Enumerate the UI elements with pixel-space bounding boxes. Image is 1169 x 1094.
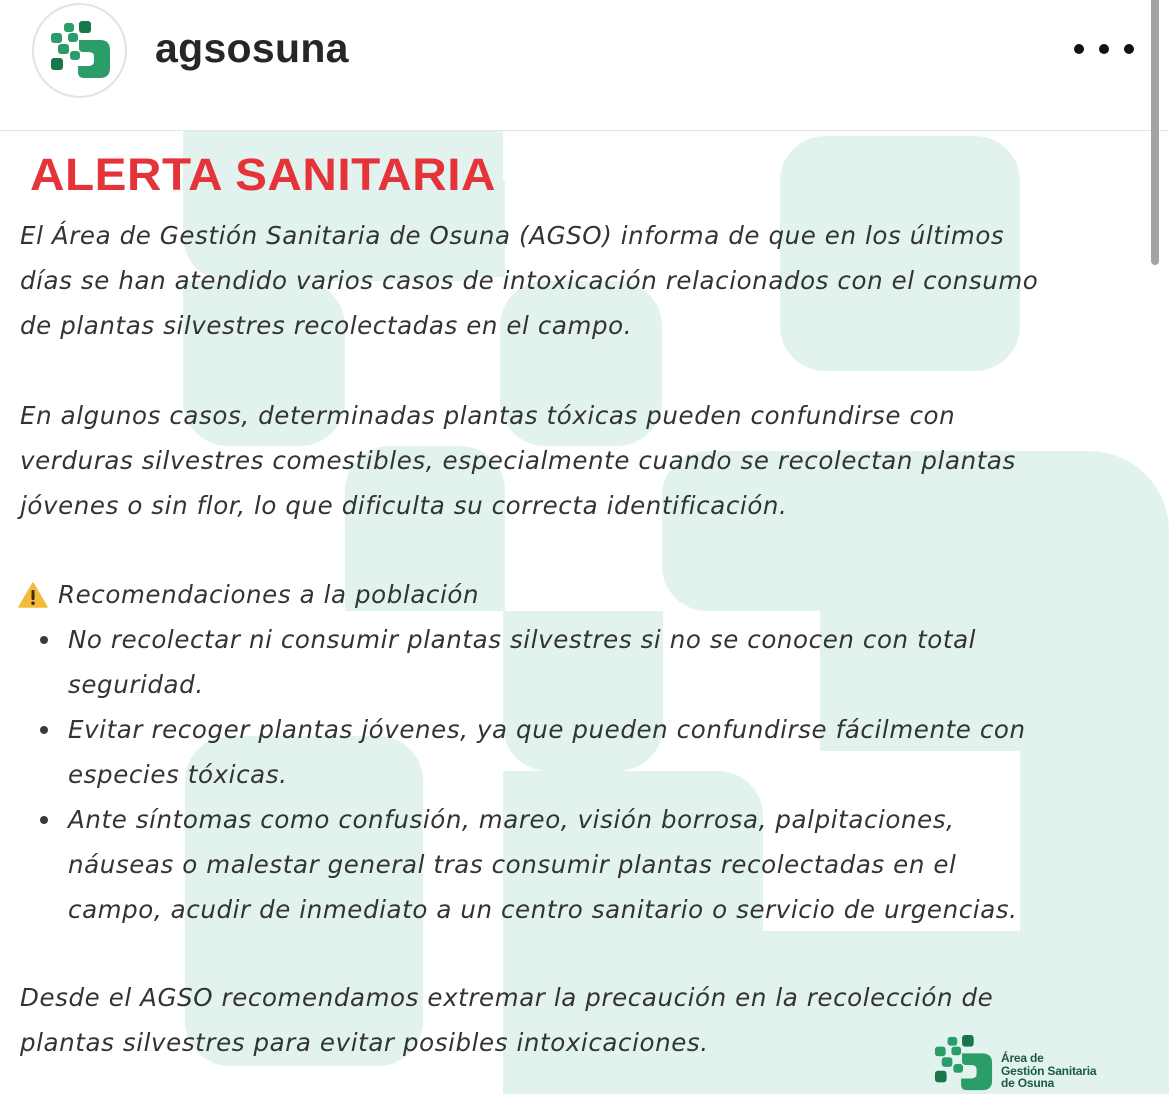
more-options-icon — [1099, 44, 1109, 54]
text-line: Evitar recoger plantas jóvenes, ya que pueden confundirse fácilmente con — [68, 715, 1026, 744]
closing-paragraph — [20, 975, 993, 1065]
text-line: No recolectar ni consumir plantas silvestres si no se conocen con total — [68, 625, 977, 654]
recommendations-heading — [18, 572, 479, 617]
footer-logo-line: Área de — [1001, 1051, 1044, 1065]
text-line: plantas silvestres para evitar posibles intoxicaciones. — [20, 1028, 709, 1057]
post-image — [0, 131, 1169, 1094]
warning-icon — [18, 582, 48, 608]
alert-title: ALERTA SANITARIA — [30, 149, 497, 200]
footer-logo-line: de Osuna — [1001, 1076, 1055, 1090]
intro-paragraph — [20, 213, 1038, 348]
post-header — [0, 0, 1169, 131]
text-line: verduras silvestres comestibles, especialmente cuando se recolectan plantas — [20, 446, 1016, 475]
bullet-icon — [40, 636, 48, 644]
avatar[interactable] — [32, 3, 127, 98]
recommendations-heading-text: Recomendaciones a la población — [58, 580, 480, 609]
text-line: jóvenes o sin flor, lo que dificulta su correcta identificación. — [20, 491, 788, 520]
context-paragraph — [20, 393, 1016, 528]
footer-logo — [932, 1034, 1132, 1094]
scrollbar[interactable] — [1151, 0, 1159, 265]
footer-logo-text — [1001, 1052, 1096, 1090]
username-link[interactable]: agsosuna — [155, 25, 349, 71]
more-options-button[interactable] — [1074, 36, 1134, 62]
text-line: especies tóxicas. — [68, 760, 288, 789]
agso-logo-icon — [932, 1034, 996, 1094]
text-line: Ante síntomas como confusión, mareo, visión borrosa, palpitaciones, — [68, 805, 955, 834]
text-line: náuseas o malestar general tras consumir plantas recolectadas en el — [68, 850, 957, 879]
post-content — [0, 131, 1169, 1094]
text-line: días se han atendido varios casos de intoxicación relacionados con el consumo — [20, 266, 1039, 295]
more-options-icon — [1074, 44, 1084, 54]
agso-logo-icon — [48, 20, 114, 82]
text-line: campo, acudir de inmediato a un centro sanitario o servicio de urgencias. — [68, 895, 1018, 924]
bullet-icon — [40, 816, 48, 824]
text-line: seguridad. — [68, 670, 204, 699]
more-options-icon — [1124, 44, 1134, 54]
bullet-icon — [40, 726, 48, 734]
text-line: Desde el AGSO recomendamos extremar la precaución en la recolección de — [20, 983, 994, 1012]
text-line: El Área de Gestión Sanitaria de Osuna (AGSO) informa de que en los últimos — [20, 221, 1005, 250]
list-item-text — [68, 797, 1018, 932]
list-item-text — [68, 707, 1026, 797]
list-item-text — [68, 617, 976, 707]
text-line: de plantas silvestres recolectadas en el campo. — [20, 311, 633, 340]
text-line: En algunos casos, determinadas plantas tóxicas pueden confundirse con — [20, 401, 956, 430]
footer-logo-line: Gestión Sanitaria — [1001, 1063, 1097, 1078]
